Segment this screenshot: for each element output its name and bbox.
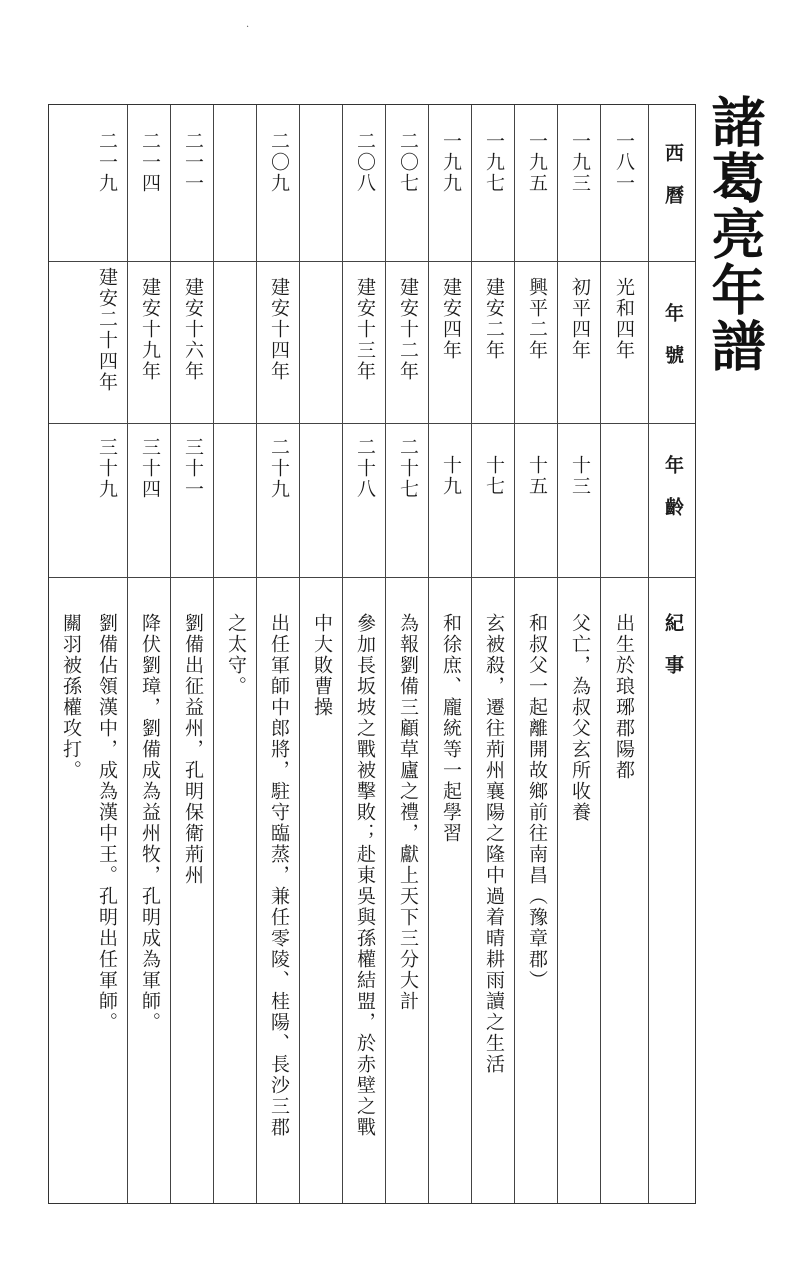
divider bbox=[557, 105, 558, 1203]
row-event-continued: 關羽被孫權攻打。 bbox=[60, 613, 82, 781]
row-era: 建安二十四年 bbox=[96, 267, 118, 393]
row-age: 二十九 bbox=[268, 437, 290, 500]
divider bbox=[648, 105, 649, 1203]
row-year: 二一一 bbox=[182, 131, 204, 194]
row-year: 二〇八 bbox=[354, 131, 376, 194]
divider-era-age bbox=[49, 423, 695, 424]
row-era: 建安十四年 bbox=[268, 277, 290, 382]
row-age: 十九 bbox=[440, 455, 462, 497]
row-age: 三十九 bbox=[96, 437, 118, 500]
row-event: 和叔父一起離開故鄉前往南昌（豫章郡） bbox=[526, 613, 548, 991]
row-era: 初平四年 bbox=[569, 277, 591, 361]
row-event: 降伏劉璋，劉備成為益州牧，孔明成為軍師。 bbox=[139, 613, 161, 1033]
page-title: 諸葛亮年譜 bbox=[703, 94, 767, 374]
row-year: 一九九 bbox=[440, 131, 462, 194]
chronology-table bbox=[48, 104, 696, 1204]
row-age: 三十一 bbox=[182, 437, 204, 500]
divider bbox=[299, 105, 300, 1203]
row-era: 建安十二年 bbox=[397, 277, 419, 382]
row-event: 和徐庶、龐統等一起學習 bbox=[440, 613, 462, 844]
row-event: 劉備佔領漢中，成為漢中王。孔明出任軍師。 bbox=[96, 613, 118, 1033]
divider bbox=[127, 105, 128, 1203]
divider bbox=[170, 105, 171, 1203]
row-year: 一九五 bbox=[526, 131, 548, 194]
row-era: 建安十三年 bbox=[354, 277, 376, 382]
row-event-continued: 之太守。 bbox=[225, 613, 247, 697]
row-era: 建安四年 bbox=[440, 277, 462, 361]
divider bbox=[471, 105, 472, 1203]
row-event: 出任軍師中郎將，駐守臨蒸，兼任零陵、桂陽、長沙三郡 bbox=[268, 613, 290, 1138]
row-era: 建安十六年 bbox=[182, 277, 204, 382]
row-year: 一九七 bbox=[483, 131, 505, 194]
row-event: 為報劉備三顧草廬之禮，獻上天下三分大計 bbox=[397, 613, 419, 1012]
divider-year-era bbox=[49, 261, 695, 262]
divider bbox=[213, 105, 214, 1203]
row-age: 十五 bbox=[526, 455, 548, 497]
row-event: 出生於琅琊郡陽都 bbox=[613, 613, 635, 781]
divider bbox=[514, 105, 515, 1203]
row-era: 興平二年 bbox=[526, 277, 548, 361]
row-event: 父亡，為叔父玄所收養 bbox=[569, 613, 591, 823]
row-event: 參加長坂坡之戰被擊敗；赴東吳與孫權結盟，於赤壁之戰 bbox=[354, 613, 376, 1138]
divider bbox=[256, 105, 257, 1203]
row-year: 一八一 bbox=[613, 131, 635, 194]
header-year: 西 曆 bbox=[662, 143, 684, 206]
row-year: 二一九 bbox=[96, 131, 118, 194]
row-age: 二十七 bbox=[397, 437, 419, 500]
page-mark: · bbox=[246, 22, 250, 33]
row-era: 光和四年 bbox=[613, 277, 635, 361]
divider bbox=[428, 105, 429, 1203]
row-year: 二〇七 bbox=[397, 131, 419, 194]
row-age: 十七 bbox=[483, 455, 505, 497]
row-year: 二一四 bbox=[139, 131, 161, 194]
row-age: 二十八 bbox=[354, 437, 376, 500]
row-event-continued: 中大敗曹操 bbox=[311, 613, 333, 718]
row-age: 三十四 bbox=[139, 437, 161, 500]
header-era: 年 號 bbox=[662, 303, 684, 366]
row-era: 建安二年 bbox=[483, 277, 505, 361]
divider bbox=[342, 105, 343, 1203]
header-events: 紀 事 bbox=[662, 613, 684, 676]
row-year: 二〇九 bbox=[268, 131, 290, 194]
row-event: 劉備出征益州，孔明保衛荊州 bbox=[182, 613, 204, 886]
row-age: 十三 bbox=[569, 455, 591, 497]
header-age: 年 齡 bbox=[662, 455, 684, 518]
divider bbox=[385, 105, 386, 1203]
divider bbox=[600, 105, 601, 1203]
row-event: 玄被殺，遷往荊州襄陽之隆中過着晴耕雨讀之生活 bbox=[483, 613, 505, 1075]
row-era: 建安十九年 bbox=[139, 277, 161, 382]
row-year: 一九三 bbox=[569, 131, 591, 194]
divider-age-event bbox=[49, 577, 695, 578]
